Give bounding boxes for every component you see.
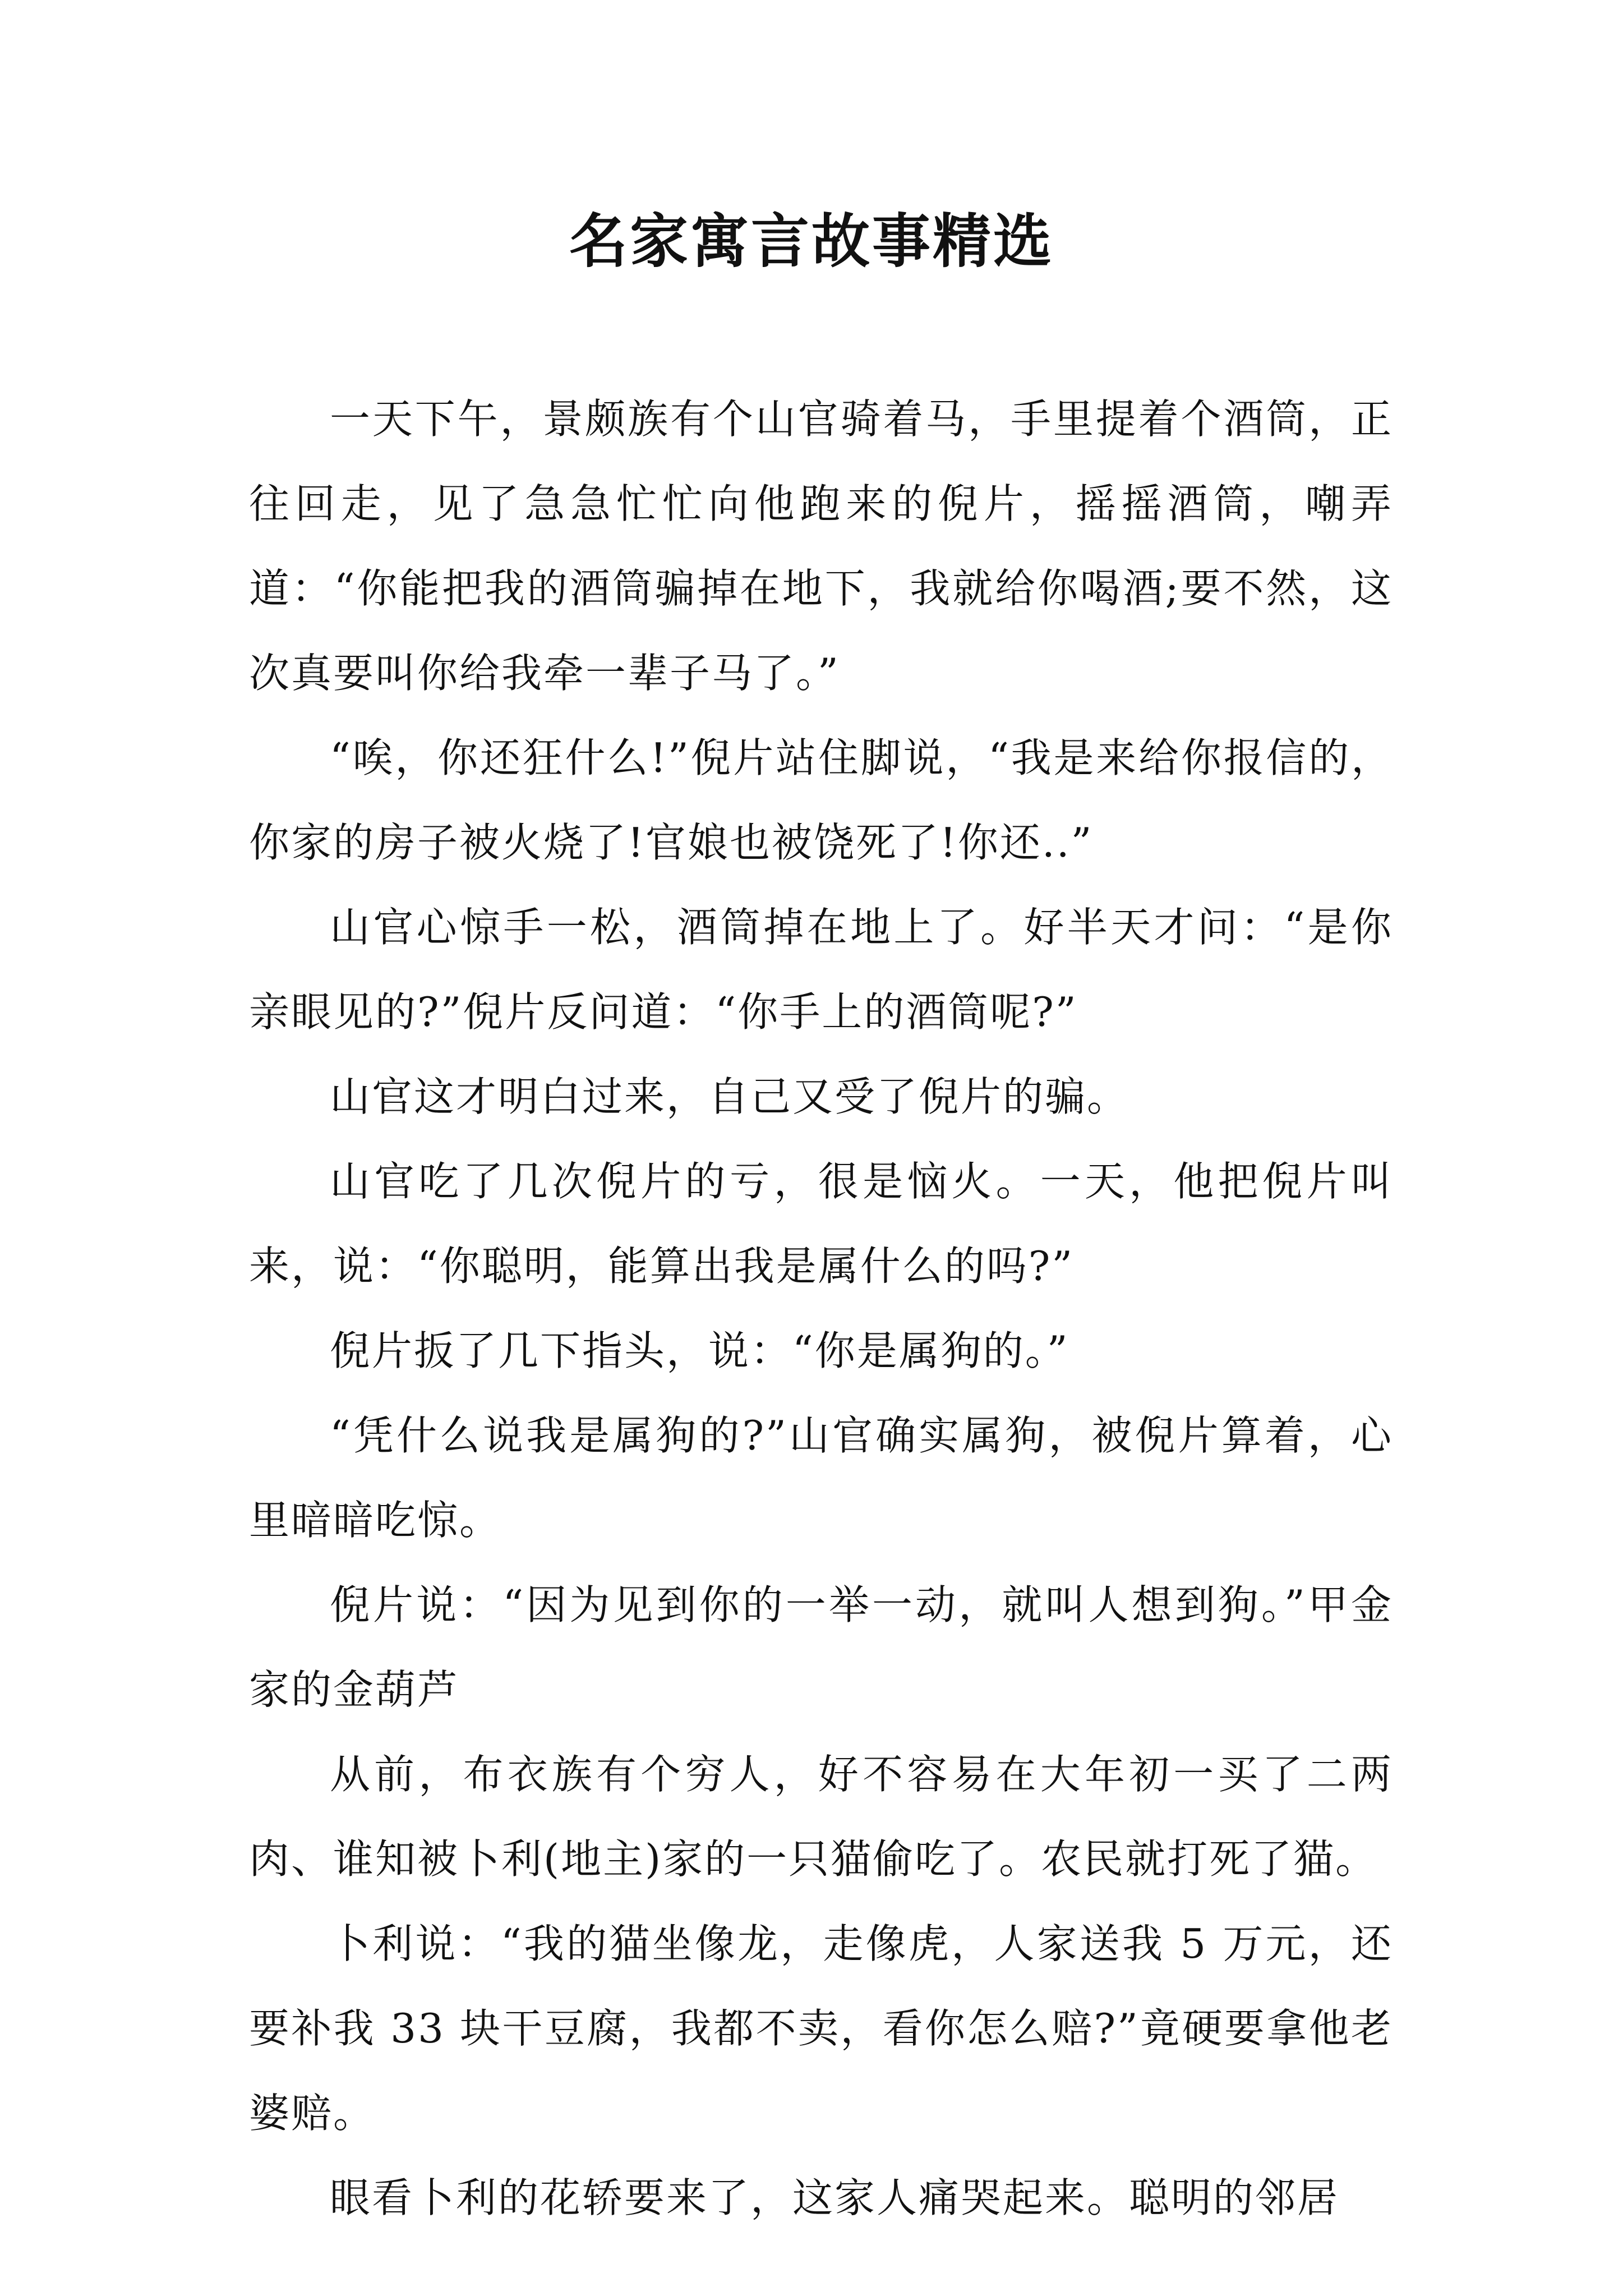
- document-body: [249, 377, 1393, 2240]
- paragraph: 眼看卜利的花轿要来了，这家人痛哭起来。聪明的邻居: [330, 2174, 1340, 2221]
- paragraph: “凭什么说我是属狗的?”山官确实属狗，被倪片算着，心里暗暗吃惊。: [249, 1412, 1393, 1544]
- paragraph: 倪片扳了几下指头，说：“你是属狗的。”: [330, 1327, 1069, 1374]
- paragraph: “唉，你还狂什么!”倪片站住脚说，“我是来给你报信的，你家的房子被火烧了!官娘也被饶死了!你还..”: [249, 734, 1393, 866]
- document-title: 名家寓言故事精选: [569, 206, 1054, 275]
- paragraph: 一天下午，景颇族有个山官骑着马，手里提着个酒筒，正往回走，见了急急忙忙向他跑来的倪片，摇摇酒筒，嘲弄道：“你能把我的酒筒骗掉在地下，我就给你喝酒;要不然，这次真要叫你给我牵一辈子马了。”: [249, 395, 1393, 697]
- paragraph: 山官吃了几次倪片的亏，很是恼火。一天，他把倪片叫来，说：“你聪明，能算出我是属什么的吗?”: [249, 1158, 1393, 1290]
- paragraph: 倪片说：“因为见到你的一举一动，就叫人想到狗。”甲金家的金葫芦: [249, 1581, 1393, 1713]
- paragraph: 卜利说：“我的猫坐像龙，走像虎，人家送我 5 万元，还要补我 33 块干豆腐，我都不卖，看你怎么赔?”竟硬要拿他老婆赔。: [249, 1920, 1393, 2137]
- paragraph: 山官这才明白过来，自己又受了倪片的骗。: [330, 1073, 1129, 1120]
- paragraph: 从前，布衣族有个穷人，好不容易在大年初一买了二两肉、谁知被卜利(地主)家的一只猫偷吃了。农民就打死了猫。: [249, 1751, 1393, 1883]
- paragraph: 山官心惊手一松，酒筒掉在地上了。好半天才问：“是你亲眼见的?”倪片反问道：“你手上的酒筒呢?”: [249, 904, 1393, 1036]
